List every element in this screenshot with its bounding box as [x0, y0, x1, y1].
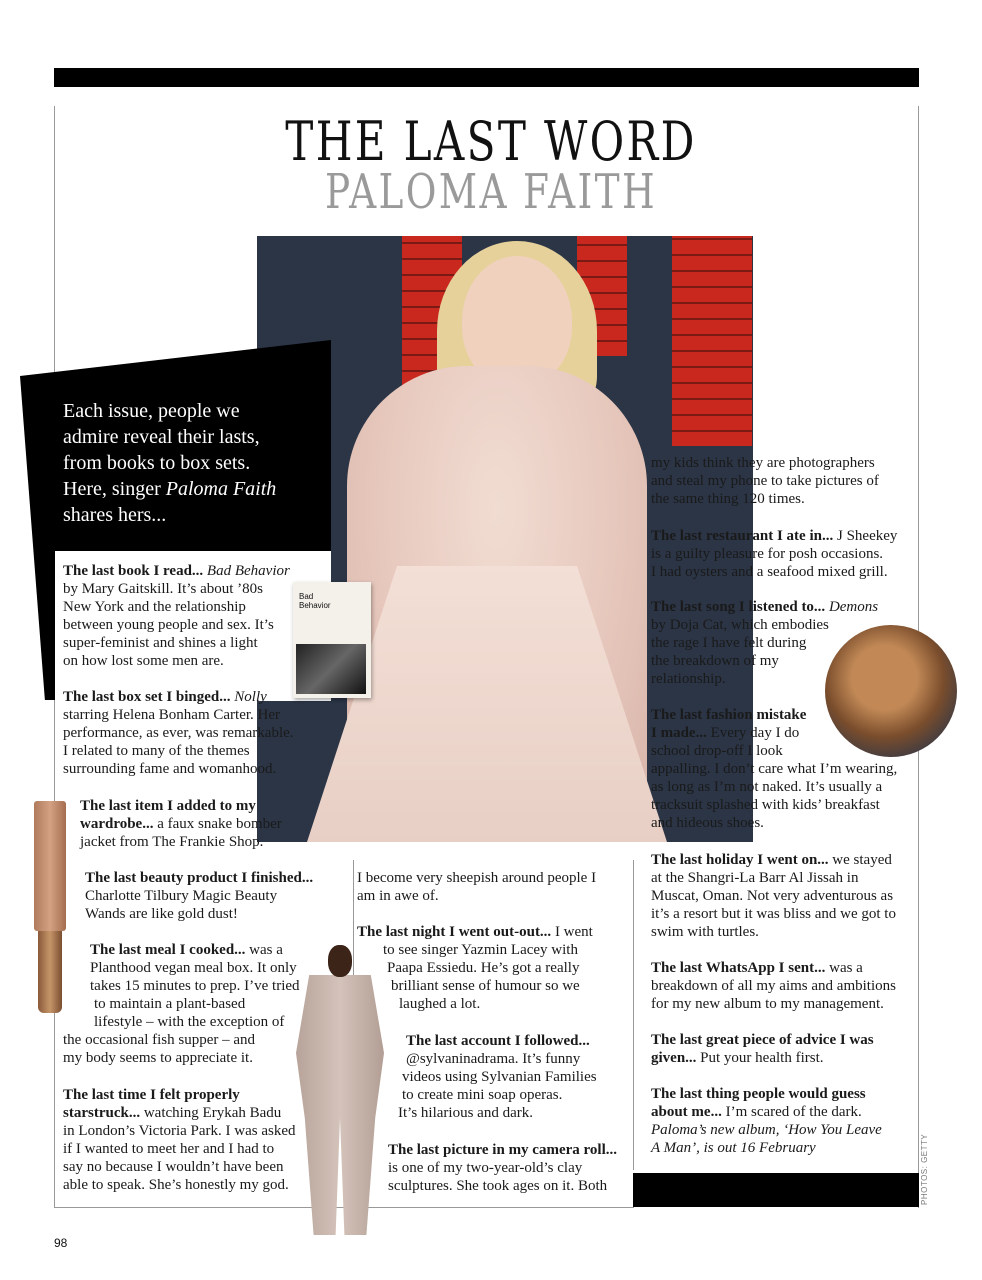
entry-boxset: The last box set I binged... Nolly starring Helena Bonham Carter. Her performance, as ever, was remarkable. I related to many of the themes surrounding fame and womanhood.	[63, 689, 294, 777]
entry-fashion: The last fashion mistake I made... Every day I do school drop-off I look appalling. I don’t care what I’m wearing, as long as I’m not naked. It’s usually a tracksuit splashed with kids’ breakfast and hideous shoes.	[651, 707, 898, 831]
page-number: 98	[54, 1236, 68, 1250]
entry-camera-roll: The last picture in my camera roll... is one of my two-year-old’s clay sculptures. She took ages on it. Both	[388, 1142, 617, 1194]
entry-night-out: The last night I went out-out... I went to see singer Yazmin Lacey with Paapa Essiedu. He’s got a really brilliant sense of humour so we laughed a lot.	[357, 924, 593, 1012]
entry-account: The last account I followed... @sylvaninadrama. It’s funny videos using Sylvanian Families to create mini soap operas. It’s hilarious and dark.	[398, 1033, 597, 1121]
page-title: THE LAST WORD	[285, 110, 697, 173]
entry-awe-continued: I become very sheepish around people I am in awe of.	[357, 870, 597, 904]
entry-book: The last book I read... Bad Behavior by Mary Gaitskill. It’s about ’80s New York and the relationship between young people and sex. It’s super-feminist and shines a light on how lost some men are.	[63, 563, 290, 669]
bottom-black-block	[633, 1173, 919, 1207]
entry-wardrobe: The last item I added to my wardrobe... a faux snake bomber jacket from The Frankie Shop.	[80, 798, 282, 850]
photo-credit: PHOTOS: GETTY	[920, 1133, 929, 1205]
entry-camera-continued: my kids think they are photographers and steal my phone to take pictures of the same thing 120 times.	[651, 455, 879, 507]
entry-song: The last song I listened to... Demons by Doja Cat, which embodies the rage I have felt during the breakdown of my relationship.	[651, 599, 879, 687]
entry-whatsapp: The last WhatsApp I sent... was a breakdown of all my aims and ambitions for my new album to my management.	[651, 960, 896, 1012]
page-subtitle: PALOMA FAITH	[325, 164, 657, 220]
entry-beauty: The last beauty product I finished... Charlotte Tilbury Magic Beauty Wands are like gold dust!	[85, 870, 314, 922]
intro-text: Each issue, people we admire reveal their lasts, from books to box sets. Here, singer Paloma Faith shares hers...	[63, 400, 277, 526]
entry-restaurant: The last restaurant I ate in... J Sheekey is a guilty pleasure for posh occasions. I had oysters and a seafood mixed grill.	[651, 528, 898, 580]
column-separator	[633, 860, 634, 1170]
entry-meal: The last meal I cooked... was a Planthood vegan meal box. It only takes 15 minutes to prep. I’ve tried to maintain a plant-based lifestyle – with the exception of the occasional fish supper – and my body seems to appreciate it.	[63, 942, 300, 1066]
top-rule	[54, 68, 919, 87]
book-cover-image: Bad Behavior	[293, 582, 371, 698]
entry-holiday: The last holiday I went on... we stayed at the Shangri-La Barr Al Jissah in Muscat, Oman. Not very adventurous as it’s a resort but it was bliss and we got to swim with turtles.	[651, 852, 896, 940]
entry-guess: The last thing people would guess about me... I’m scared of the dark. Paloma’s new album, ‘How You Leave A Man’, is out 16 February	[651, 1086, 882, 1156]
entry-advice: The last great piece of advice I was given... Put your health first.	[651, 1032, 874, 1066]
entry-starstruck: The last time I felt properly starstruck... watching Erykah Badu in London’s Victoria Park. I was asked if I wanted to meet her and I had to say no because I wouldn’t have been able to speak. She’s honestly my god.	[63, 1087, 296, 1193]
